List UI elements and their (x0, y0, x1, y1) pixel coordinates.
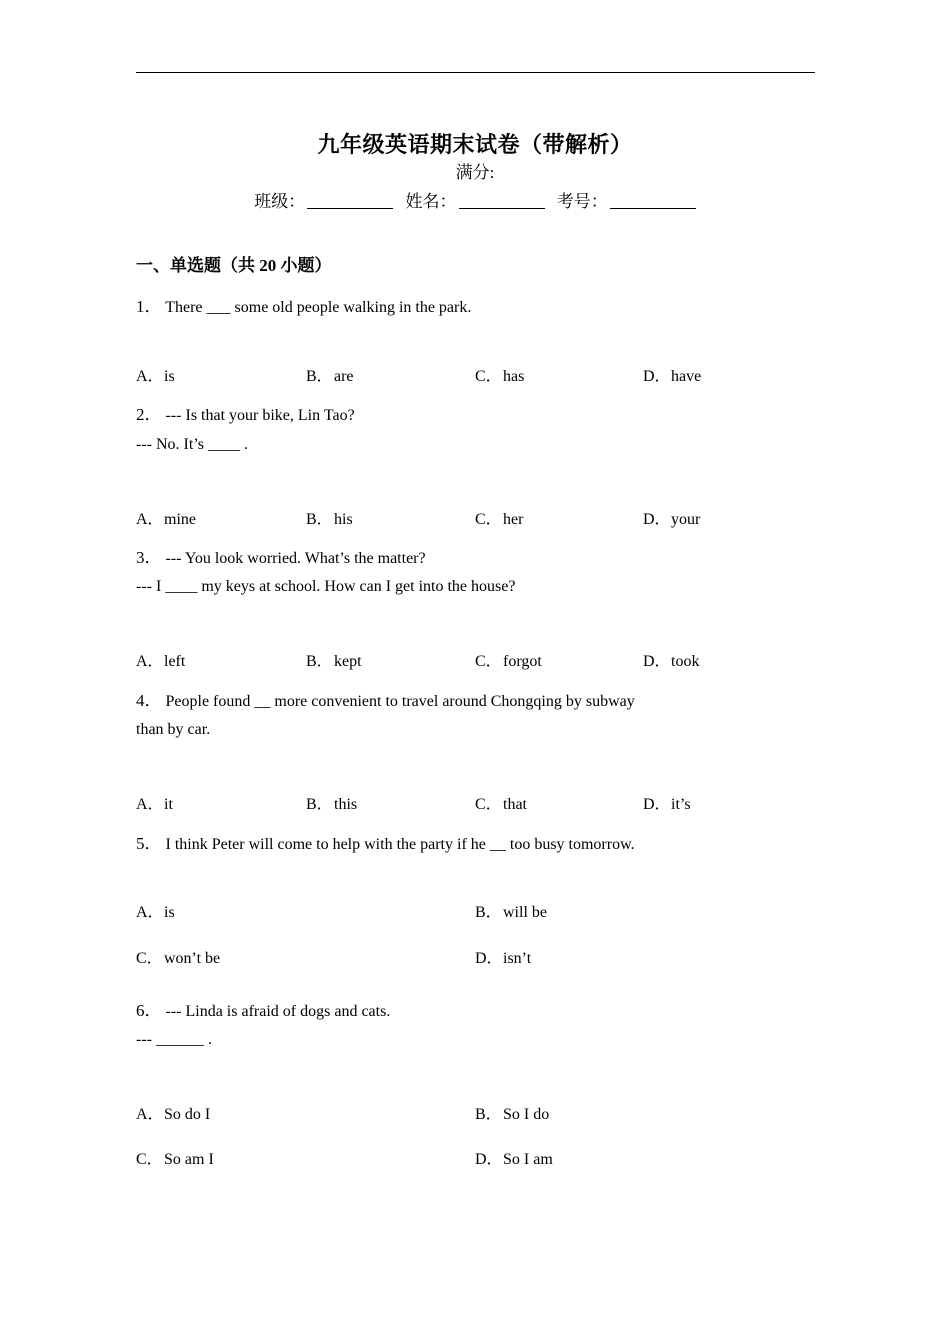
question-6-line-2: --- ______ . (136, 1031, 212, 1048)
question-1-text (136, 292, 471, 317)
option-text: kept (334, 653, 362, 670)
q1-option-b[interactable] (306, 363, 354, 386)
question-4-line-2: than by car. (136, 721, 211, 738)
option-label: B． (306, 368, 333, 385)
option-text: that (503, 796, 527, 813)
option-text: it’s (671, 796, 691, 813)
option-text: took (671, 653, 700, 670)
student-info-row (0, 187, 950, 212)
name-field (406, 187, 545, 212)
question-line: --- Linda is afraid of dogs and cats. (165, 1003, 391, 1020)
option-label: B． (306, 796, 333, 813)
option-text: mine (164, 511, 196, 528)
option-label: C． (475, 368, 502, 385)
option-text: his (334, 511, 353, 528)
q4-option-a[interactable] (136, 791, 173, 814)
q4-option-b[interactable] (306, 791, 357, 814)
question-line: There ___ some old people walking in the park. (165, 299, 472, 316)
option-text: this (334, 796, 358, 813)
option-label: B． (475, 1106, 502, 1123)
q5-option-d[interactable] (475, 945, 531, 968)
q6-option-c[interactable] (136, 1146, 214, 1169)
option-label: C． (136, 950, 163, 967)
exam-number-field (557, 187, 696, 212)
option-label: C． (475, 511, 502, 528)
q3-option-c[interactable] (475, 648, 542, 671)
option-text: won’t be (164, 950, 221, 967)
question-6-text (136, 996, 390, 1021)
option-text: will be (503, 904, 547, 921)
option-text: forgot (503, 653, 542, 670)
option-label: A． (136, 796, 164, 813)
class-label: 班级： (254, 192, 306, 211)
q5-option-c[interactable] (136, 945, 220, 968)
option-text: is (164, 904, 175, 921)
section-title: 一、单选题（共 20 小题） (136, 256, 332, 275)
option-text: is (164, 368, 175, 385)
option-text: have (671, 368, 702, 385)
class-field (254, 187, 393, 212)
header-rule (136, 72, 815, 73)
q1-option-a[interactable] (136, 363, 175, 386)
option-text: left (164, 653, 186, 670)
q4-option-c[interactable] (475, 791, 527, 814)
q6-option-a[interactable] (136, 1101, 210, 1124)
option-label: C． (475, 796, 502, 813)
class-blank[interactable] (307, 194, 393, 209)
question-number: 4． (136, 691, 162, 710)
option-label: D． (643, 511, 671, 528)
option-text: So do I (164, 1106, 211, 1123)
q5-option-a[interactable] (136, 899, 175, 922)
option-label: D． (643, 796, 671, 813)
option-label: A． (136, 511, 164, 528)
option-text: your (671, 511, 701, 528)
name-label: 姓名： (405, 192, 457, 211)
option-label: C． (475, 653, 502, 670)
option-text: has (503, 368, 525, 385)
question-3-text (136, 543, 426, 568)
q2-option-d[interactable] (643, 506, 700, 529)
q1-option-d[interactable] (643, 363, 701, 386)
option-label: A． (136, 653, 164, 670)
question-number: 5． (136, 834, 162, 853)
q6-option-b[interactable] (475, 1101, 549, 1124)
question-number: 2． (136, 405, 162, 424)
question-line: I think Peter will come to help with the party if he __ too busy tomorrow. (165, 836, 635, 853)
question-4-text (136, 686, 635, 711)
question-number: 6． (136, 1001, 162, 1020)
option-label: B． (475, 904, 502, 921)
option-text: it (164, 796, 173, 813)
exam-number-label: 考号： (556, 192, 608, 211)
page-title: 九年级英语期末试卷（带解析） (317, 132, 633, 157)
option-label: D． (475, 950, 503, 967)
q5-option-b[interactable] (475, 899, 547, 922)
option-label: D． (643, 653, 671, 670)
question-number: 1． (136, 297, 162, 316)
exam-number-blank[interactable] (610, 194, 696, 209)
q2-option-b[interactable] (306, 506, 353, 529)
name-blank[interactable] (459, 194, 545, 209)
question-2-line-2: --- No. It’s ____ . (136, 436, 248, 453)
option-label: B． (306, 511, 333, 528)
q6-option-d[interactable] (475, 1146, 553, 1169)
option-text: are (334, 368, 354, 385)
question-2-text (136, 400, 355, 425)
option-text: isn’t (503, 950, 532, 967)
question-5-text (136, 829, 635, 854)
question-line: --- Is that your bike, Lin Tao? (165, 407, 355, 424)
q2-option-a[interactable] (136, 506, 196, 529)
q1-option-c[interactable] (475, 363, 524, 386)
question-3-line-2: --- I ____ my keys at school. How can I get into the house? (136, 578, 516, 595)
question-line: --- You look worried. What’s the matter? (165, 550, 426, 567)
q2-option-c[interactable] (475, 506, 523, 529)
option-label: B． (306, 653, 333, 670)
option-text: So I am (503, 1151, 553, 1168)
q3-option-b[interactable] (306, 648, 362, 671)
option-text: her (503, 511, 524, 528)
question-line: People found __ more convenient to travel around Chongqing by subway (165, 693, 635, 710)
q3-option-d[interactable] (643, 648, 699, 671)
option-label: A． (136, 1106, 164, 1123)
score-label: 满分: (455, 163, 495, 182)
option-label: D． (475, 1151, 503, 1168)
option-label: C． (136, 1151, 163, 1168)
q4-option-d[interactable] (643, 791, 691, 814)
option-text: So I do (503, 1106, 550, 1123)
question-number: 3． (136, 548, 162, 567)
option-label: D． (643, 368, 671, 385)
option-label: A． (136, 904, 164, 921)
option-text: So am I (164, 1151, 214, 1168)
q3-option-a[interactable] (136, 648, 185, 671)
option-label: A． (136, 368, 164, 385)
